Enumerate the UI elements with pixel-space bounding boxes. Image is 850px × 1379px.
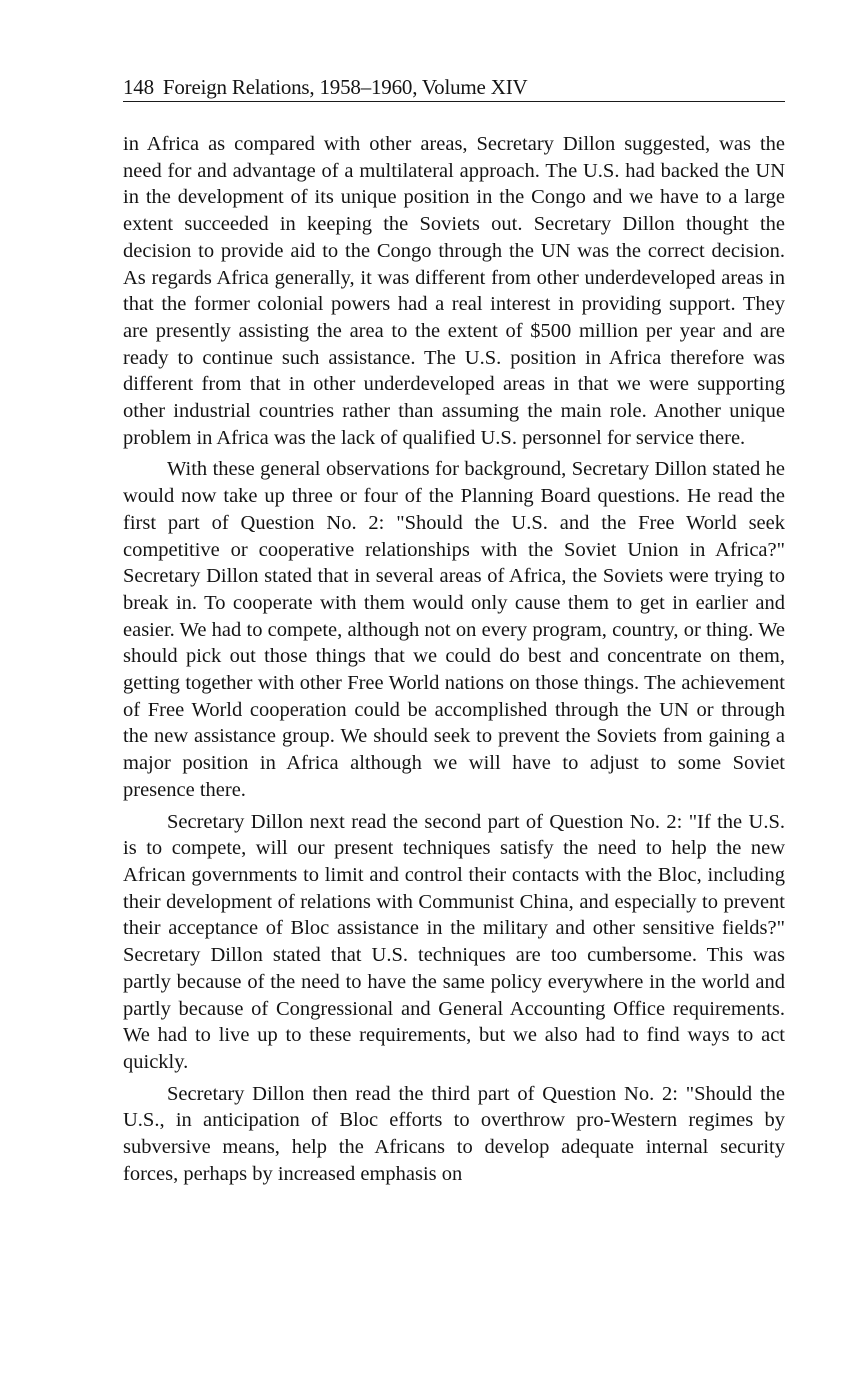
paragraph-question-2-part-2: Secretary Dillon next read the second part of Question No. 2: "If the U.S. is to compete, will our present techniques satisfy the need to help the new African governments to limit and control their contacts with the Bloc, including their development of relations with Communist China, and especially to prevent their acceptance of Bloc assistance in the military and other sensitive fields?" Secretary Dillon stated that U.S. techniques are too cumbersome. This was partly because of the need to have the same policy everywhere in the world and partly because of Congressional and General Accounting Office requirements. We had to live up to these requirements, but we also had to find ways to act quickly. bbox=[123, 810, 785, 1073]
paragraph-question-2-part-1: With these general observations for background, Secretary Dillon stated he would now take up three or four of the Planning Board questions. He read the first part of Question No. 2: "Should the U.S. and the Free World seek competitive or cooperative relationships with the Soviet Union in Africa?" Secretary Dillon stated that in several areas of Africa, the Soviets were trying to break in. To cooperate with them would only cause them to get in earlier and easier. We had to compete, although not on every program, country, or thing. We should pick out those things that we could do best and concentrate on them, getting together with other Free World nations on those things. The achievement of Free World cooperation could be accomplished through the UN or through the new assistance group. We should seek to prevent the Soviets from gaining a major position in Africa although we will have to adjust to some Soviet presence there. bbox=[123, 458, 785, 801]
paragraph-question-2-part-3: Secretary Dillon then read the third part of Question No. 2: "Should the U.S., in anticipation of Bloc efforts to overthrow pro-Western regimes by subversive means, help the Africans to develop adequate internal security forces, perhaps by increased emphasis on bbox=[123, 1082, 785, 1185]
document-page bbox=[123, 74, 785, 1187]
running-title: Foreign Relations, 1958–1960, Volume XIV bbox=[162, 75, 528, 99]
body-text bbox=[123, 131, 785, 1187]
running-header bbox=[123, 74, 785, 102]
paragraph-continued: in Africa as compared with other areas, Secretary Dillon suggested, was the need for and advantage of a multilateral approach. The U.S. had backed the UN in the development of its unique position in the Congo and we have to a large extent succeeded in keeping the Soviets out. Secretary Dillon thought the decision to provide aid to the Congo through the UN was the correct decision. As regards Africa generally, it was different from other underdeveloped areas in that the former colonial powers had a real interest in providing support. They are presently assisting the area to the extent of $500 million per year and are ready to continue such assistance. The U.S. position in Africa therefore was different from that in other underdeveloped areas in that we were supporting other industrial countries rather than assuming the main role. Another unique problem in Africa was the lack of qualified U.S. personnel for service there. bbox=[123, 133, 785, 449]
page-number: 148 bbox=[123, 75, 154, 99]
